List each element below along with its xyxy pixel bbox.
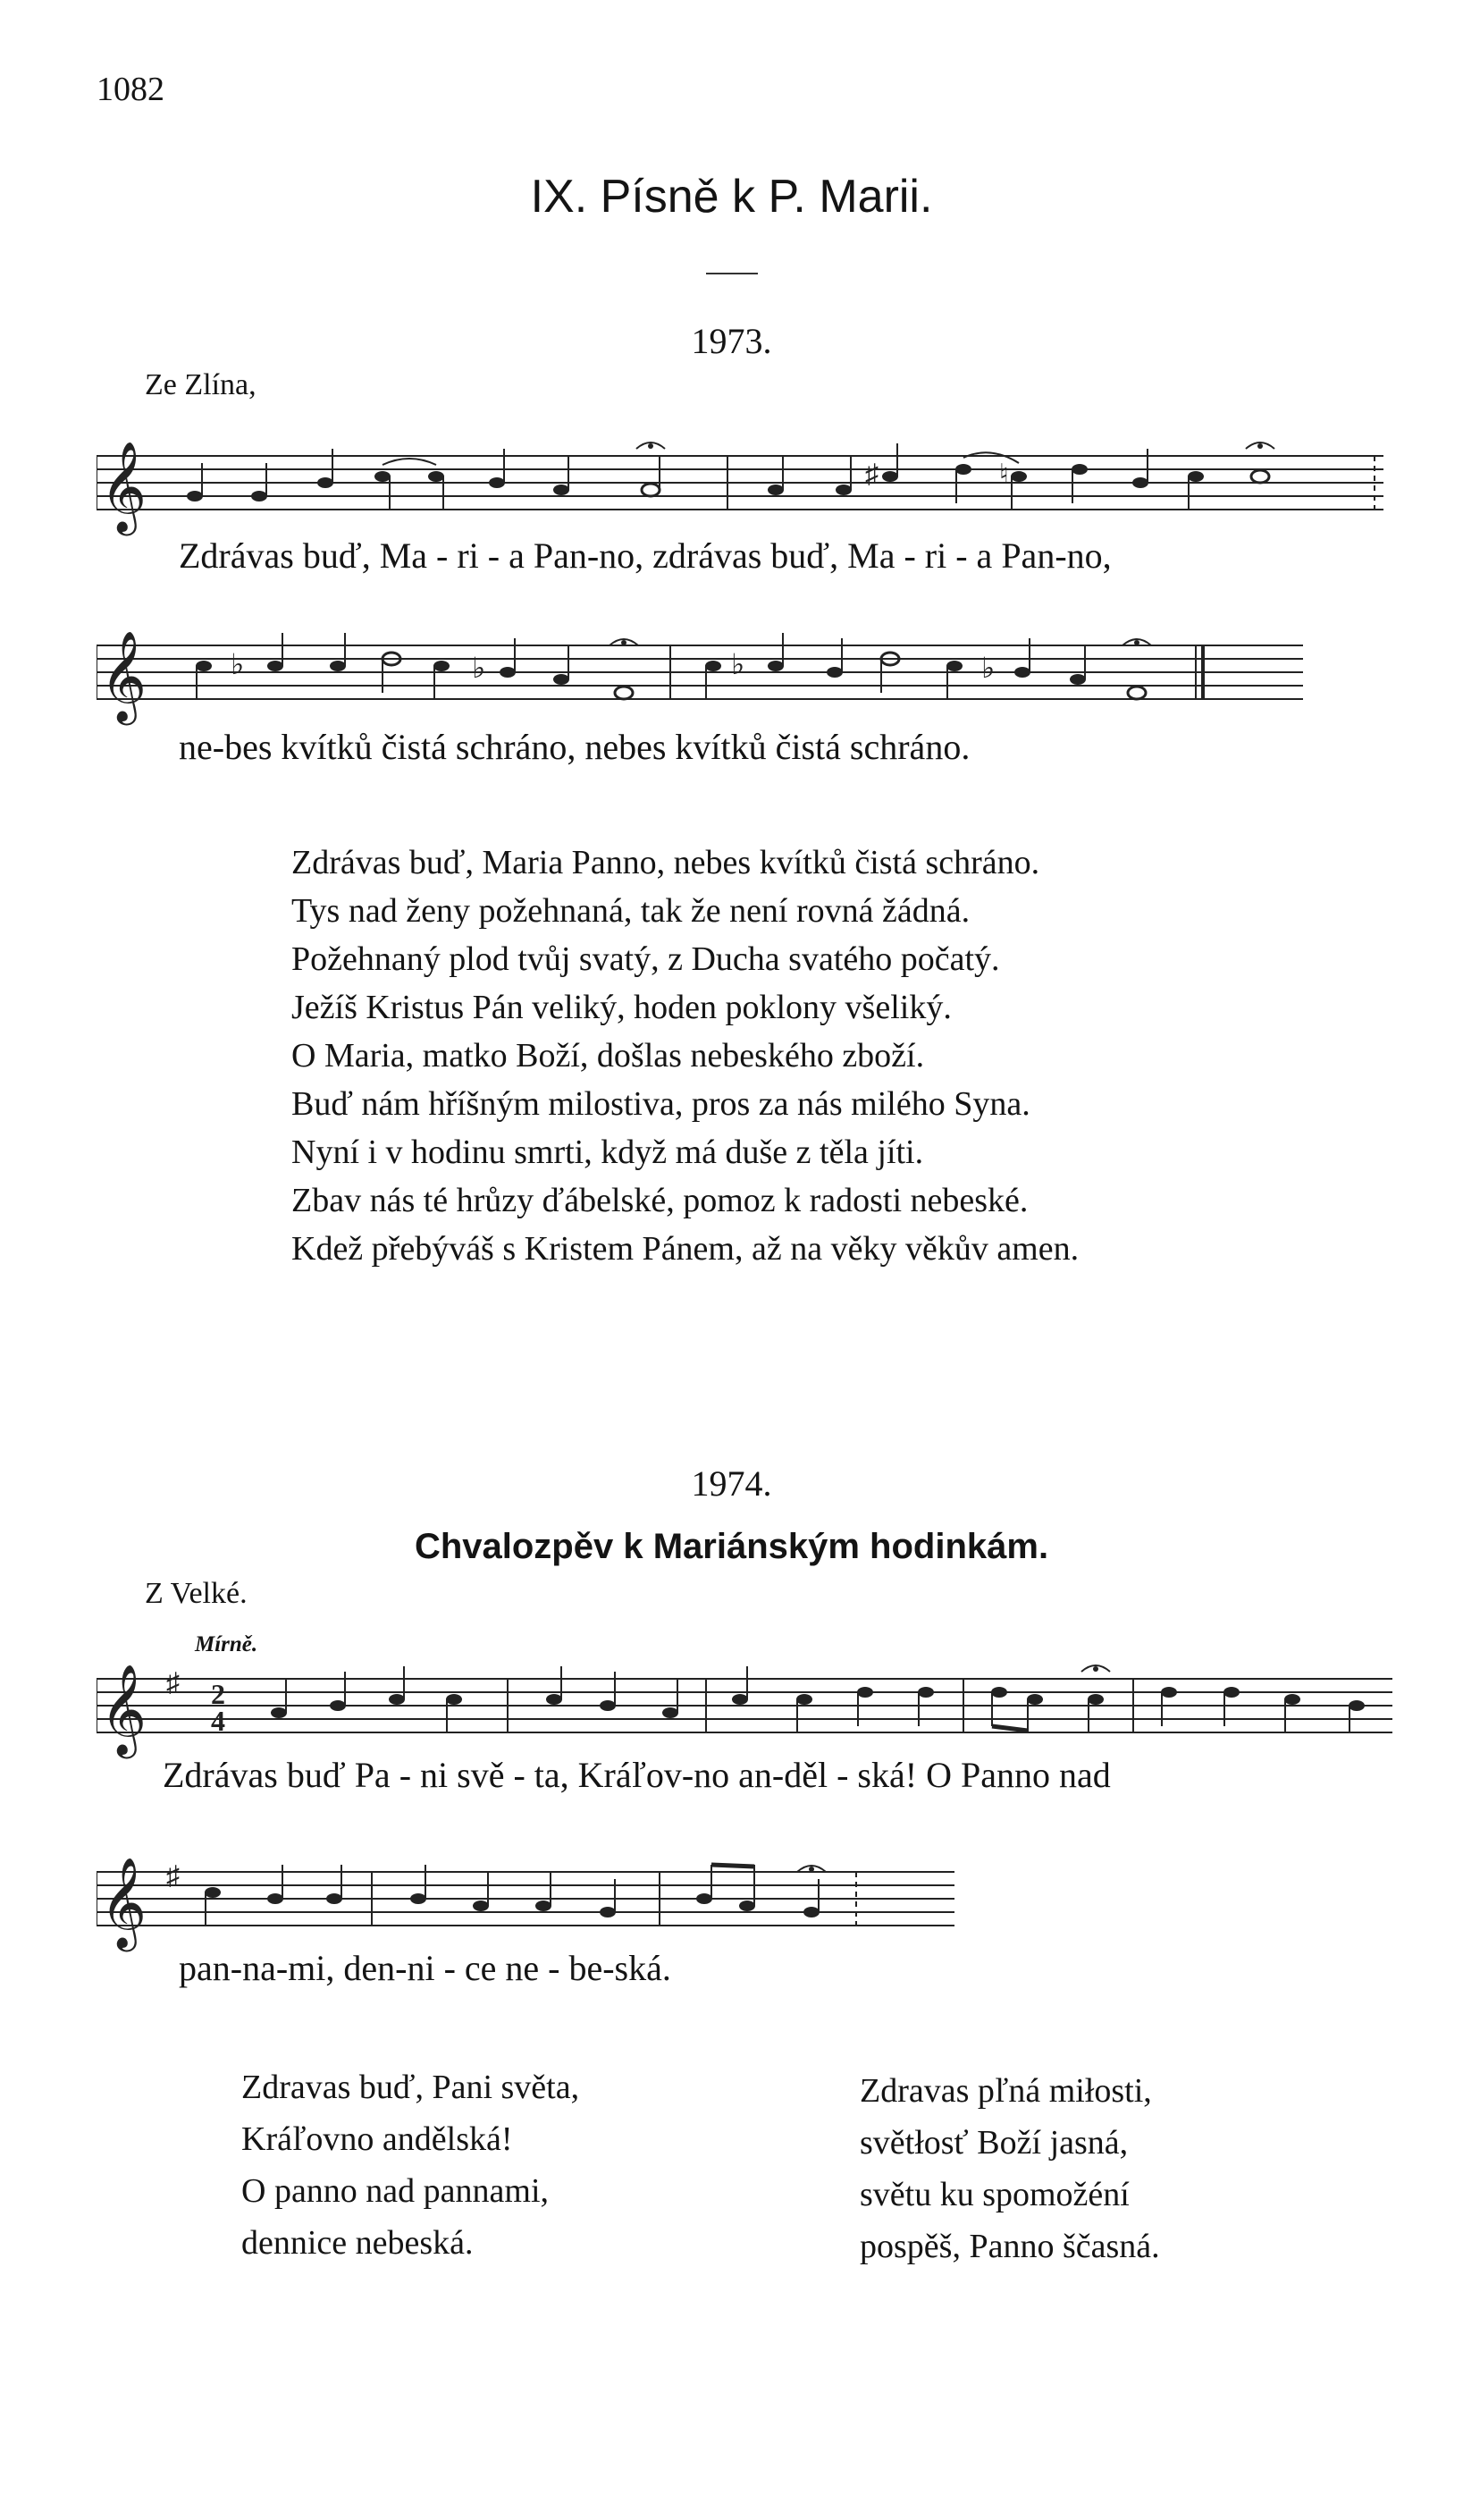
music-staff-1973-line2 xyxy=(97,626,1303,733)
song-origin-1974: Z Velké. xyxy=(145,1577,248,1610)
svg-text:𝄞: 𝄞 xyxy=(100,1856,147,1948)
lyrics-1973-line2: ne-bes kvítků čistá schráno, nebes kvítků čistá schráno. xyxy=(179,727,971,767)
song-origin-1973: Ze Zlína, xyxy=(145,368,256,401)
verse-line: Nyní i v hodinu smrti, když má duše z těla jíti. xyxy=(291,1134,924,1171)
svg-text:♭: ♭ xyxy=(731,648,745,680)
verse-line: Požehnaný plod tvůj svatý, z Ducha svatého počatý. xyxy=(291,940,1000,978)
lyrics-1974-line2: pan-na-mi, den-ni - ce ne - be-ská. xyxy=(179,1948,671,1988)
time-sig-bottom: 4 xyxy=(211,1705,225,1737)
svg-text:♯: ♯ xyxy=(166,1861,180,1891)
svg-text:𝄞: 𝄞 xyxy=(100,629,147,721)
svg-text:𝄞: 𝄞 xyxy=(100,1663,147,1755)
music-staff-1974-line1 xyxy=(97,1659,1392,1766)
music-staff-1974-line2 xyxy=(97,1852,954,1960)
verse-line: Zdravas buď, Pani světa, xyxy=(241,2069,580,2106)
verses-1973 xyxy=(291,839,1079,1273)
verse-line: světu ku spomožéní xyxy=(860,2176,1130,2213)
song-title-1974: Chvalozpěv k Mariánským hodinkám. xyxy=(414,1527,1049,1566)
page-number: 1082 xyxy=(97,71,164,108)
title-divider xyxy=(706,273,758,274)
svg-text:♯: ♯ xyxy=(166,1668,180,1698)
verse-line: pospěš, Panno ščasná. xyxy=(860,2228,1160,2265)
svg-text:♮: ♮ xyxy=(999,459,1009,489)
verse-line: Kdež přebýváš s Kristem Pánem, až na věky věkův amen. xyxy=(291,1230,1080,1268)
verse-line: Buď nám hříšným milostiva, pros za nás milého Syna. xyxy=(291,1085,1030,1123)
song-number-1974: 1974. xyxy=(691,1463,772,1504)
lyrics-1974-line1: Zdrávas buď Pa - ni svě - ta, Kráľov-no an-děl - ská! O Panno nad xyxy=(163,1755,1111,1795)
time-sig-top: 2 xyxy=(211,1678,225,1710)
tempo-marking: Mírně. xyxy=(195,1632,258,1656)
svg-text:♭: ♭ xyxy=(472,652,486,684)
verse-line: Kráľovno andělská! xyxy=(241,2120,513,2158)
music-staff-1973-line1 xyxy=(97,436,1383,544)
svg-text:♭: ♭ xyxy=(231,648,245,680)
verse-1974-right xyxy=(860,2065,1160,2272)
verse-line: Tys nad ženy požehnaná, tak že není rovná žádná. xyxy=(291,892,971,930)
verse-line: Zbav nás té hrůzy ďábelské, pomoz k radosti nebeské. xyxy=(291,1182,1029,1219)
section-title: IX. Písně k P. Marii. xyxy=(530,171,933,223)
verse-line: O panno nad pannami, xyxy=(241,2172,550,2210)
verse-line: dennice nebeská. xyxy=(241,2224,474,2262)
verse-line: O Maria, matko Boží, došlas nebeského zboží. xyxy=(291,1037,925,1075)
verse-line: Ježíš Kristus Pán veliký, hoden poklony všeliký. xyxy=(291,989,952,1026)
song-number-1973: 1973. xyxy=(691,321,772,361)
verse-line: světłosť Boží jasná, xyxy=(860,2124,1129,2162)
verse-1974-left xyxy=(241,2061,579,2269)
svg-text:♯: ♯ xyxy=(865,459,879,489)
verse-line: Zdravas pľná miłosti, xyxy=(860,2072,1152,2110)
lyrics-1973-line1: Zdrávas buď, Ma - ri - a Pan-no, zdrávas buď, Ma - ri - a Pan-no, xyxy=(179,535,1112,576)
verse-line: Zdrávas buď, Maria Panno, nebes kvítků čistá schráno. xyxy=(291,844,1040,881)
svg-text:𝄞: 𝄞 xyxy=(100,440,147,532)
svg-text:♭: ♭ xyxy=(981,652,996,684)
